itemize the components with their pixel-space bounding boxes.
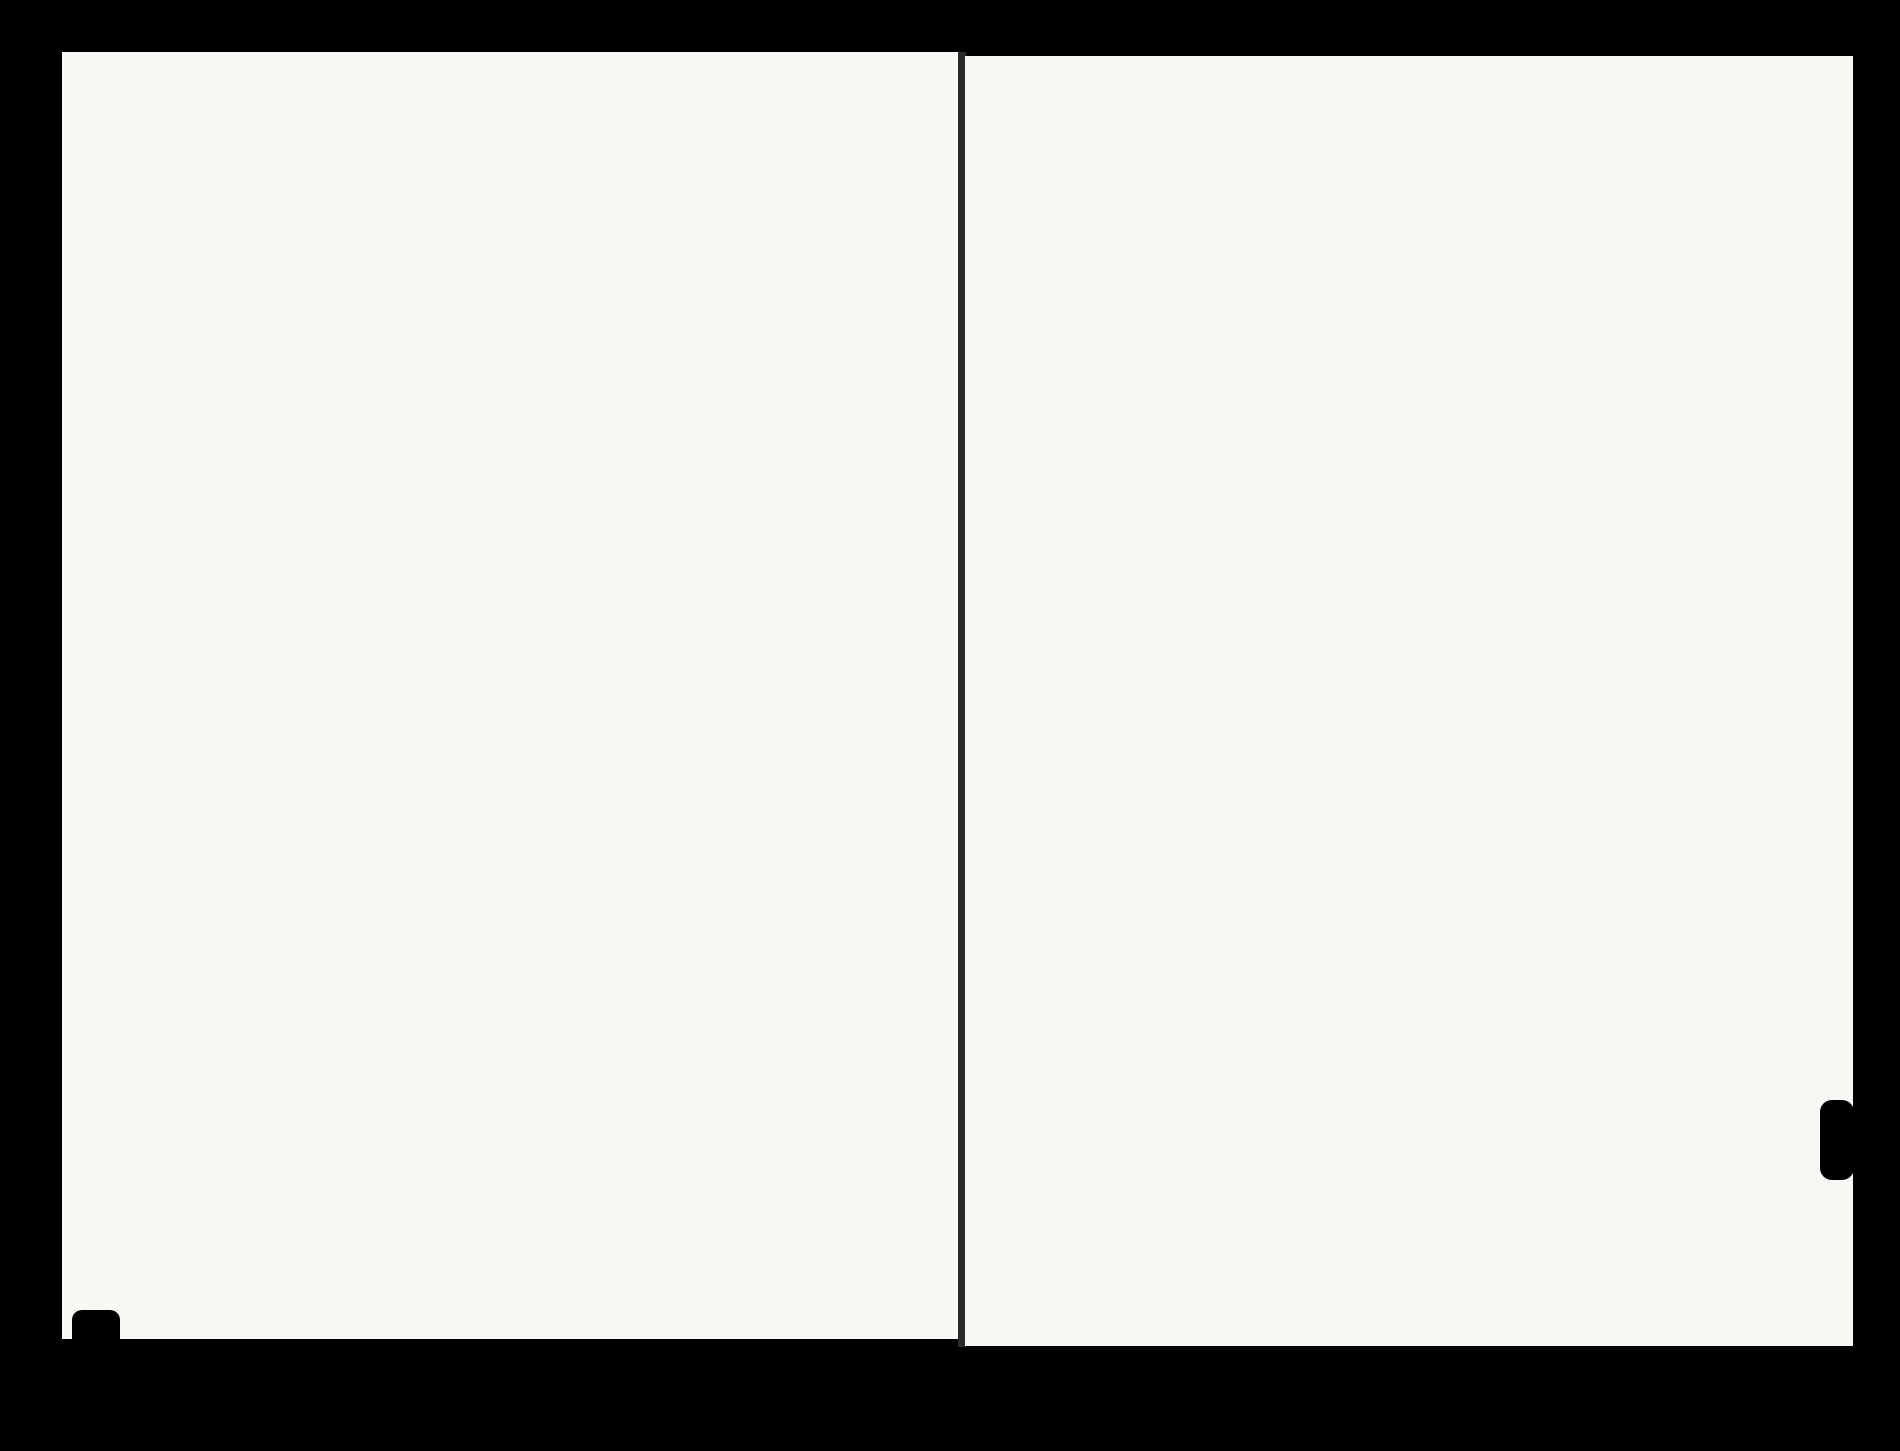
page-edge-shadow (72, 1310, 120, 1380)
page-edge-shadow-right (1820, 1100, 1854, 1180)
